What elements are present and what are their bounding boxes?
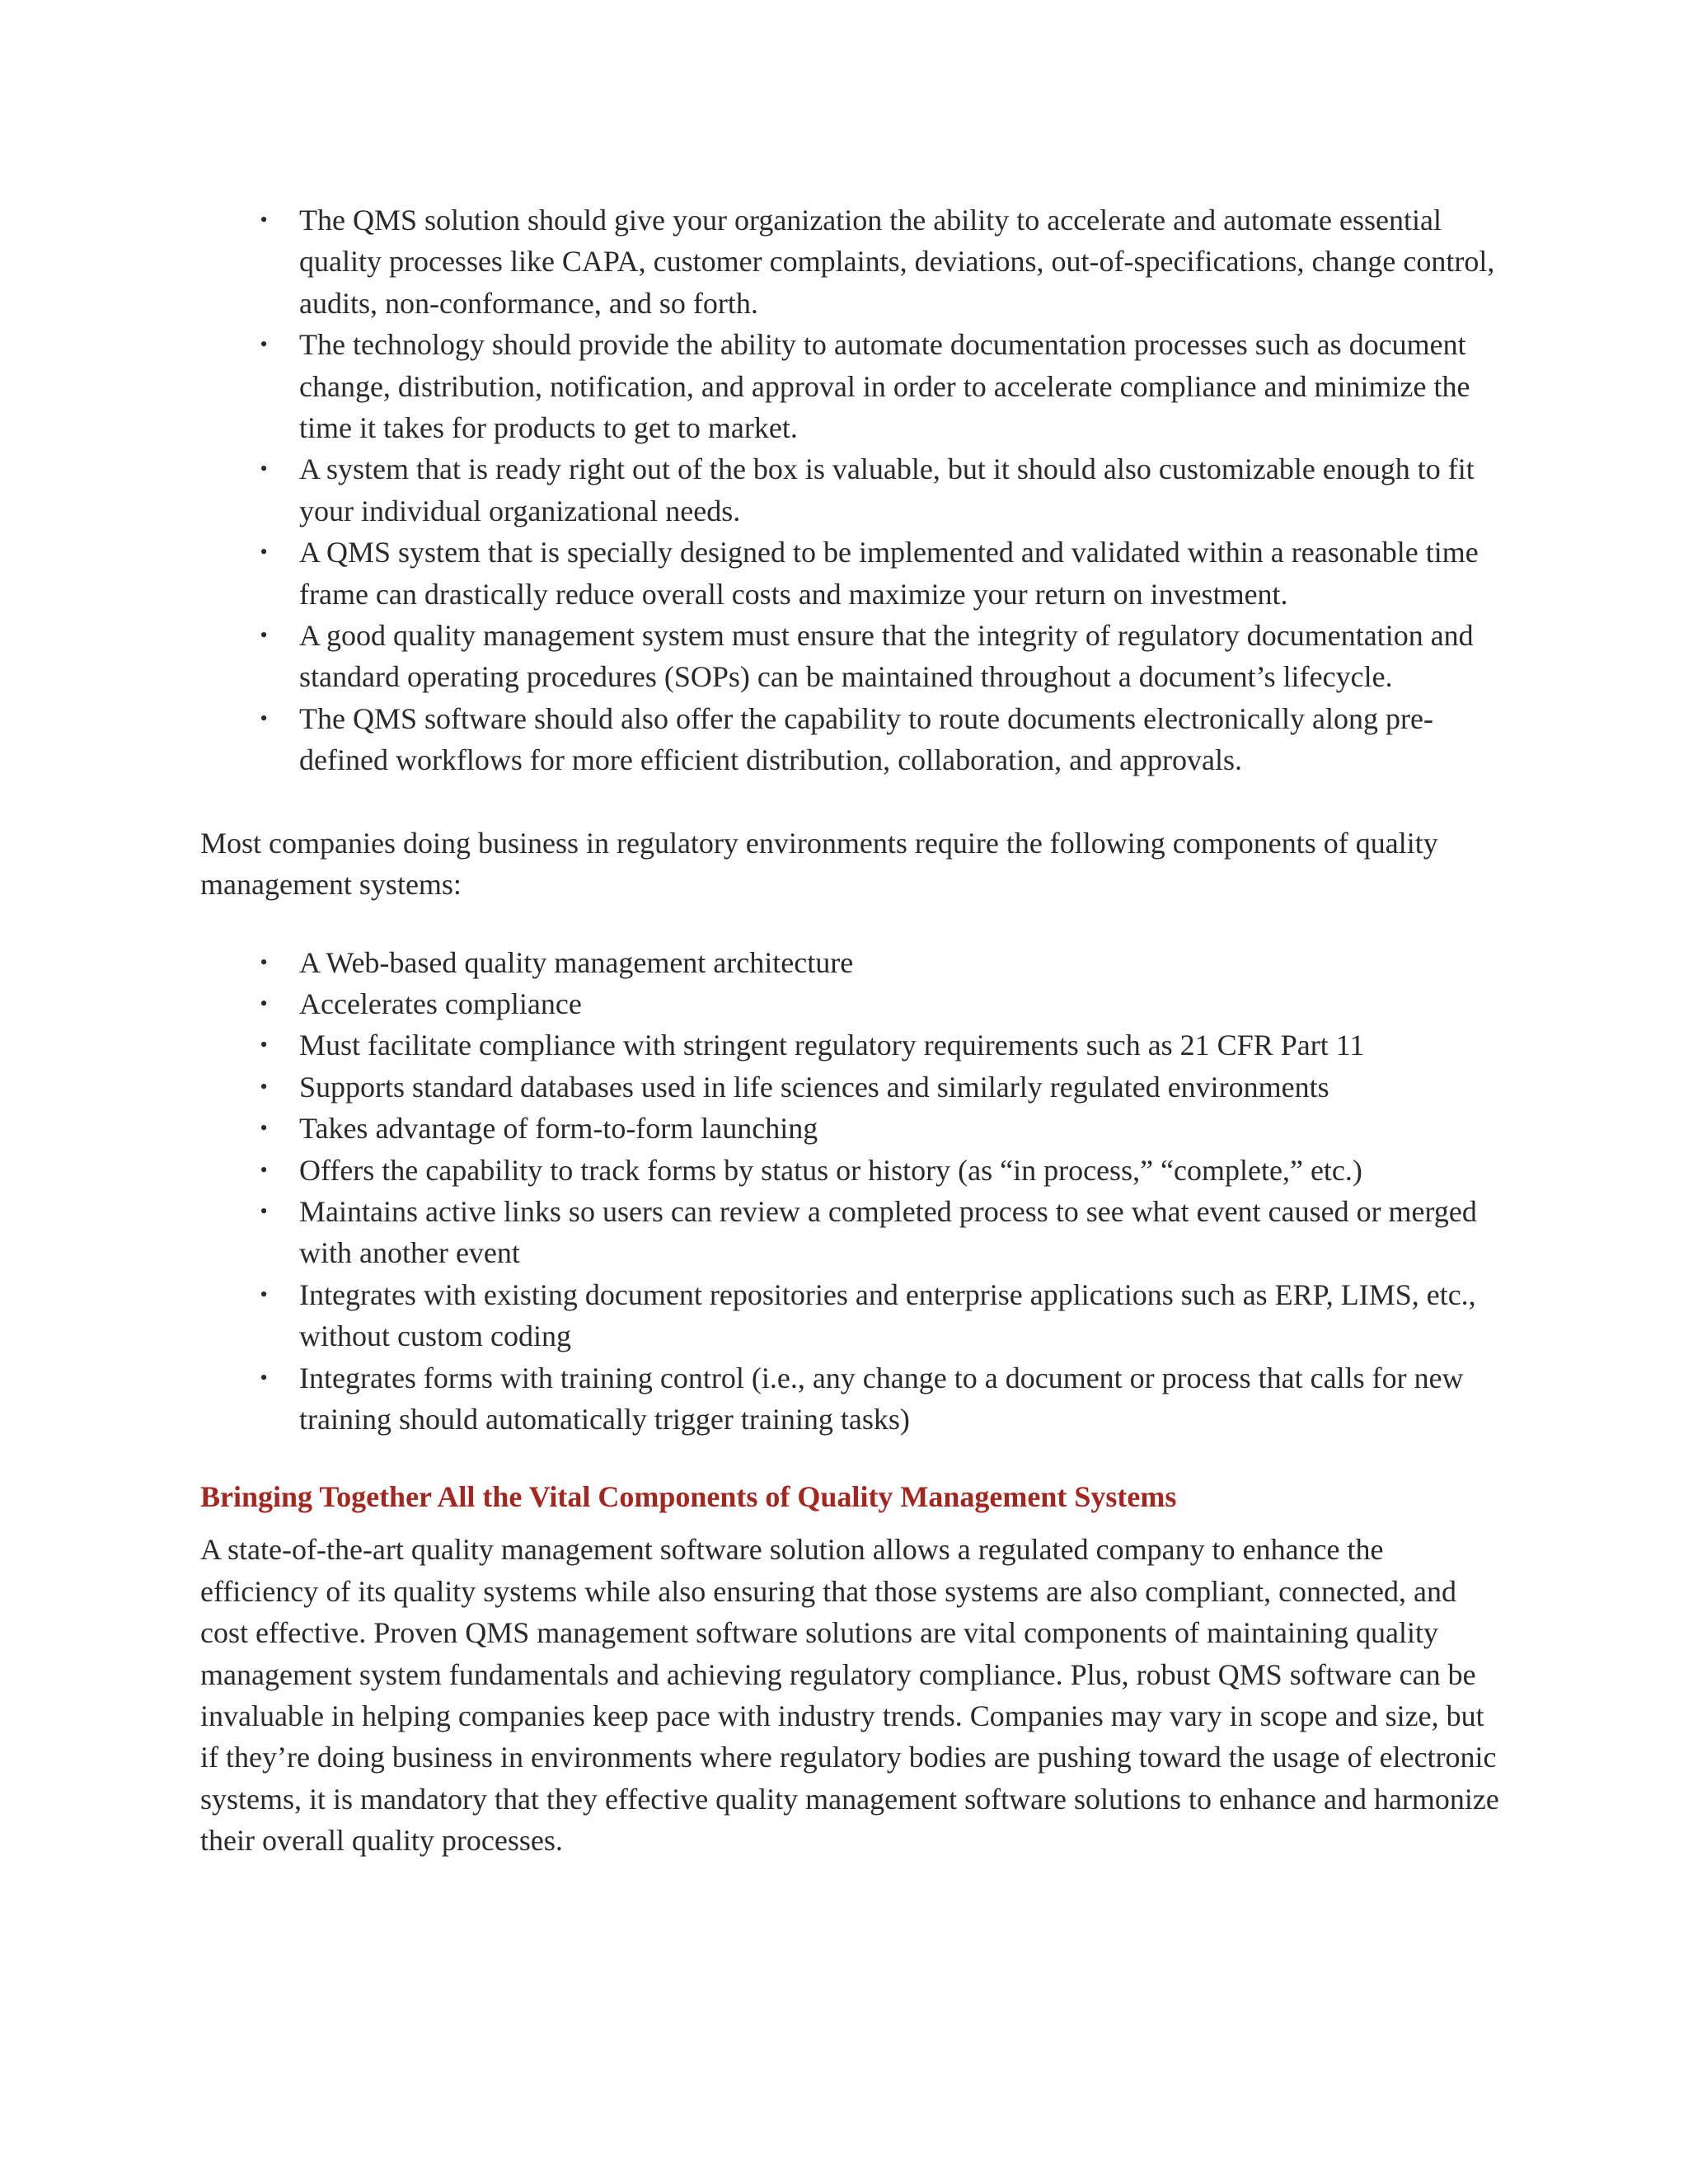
list-item-text: A Web-based quality management architecture — [299, 945, 854, 979]
list-item-text: Offers the capability to track forms by status or history (as “in process,” “complete,” etc.) — [299, 1153, 1362, 1187]
list-item — [200, 698, 1503, 781]
list-item — [200, 1357, 1503, 1441]
list-item — [200, 448, 1503, 532]
list-item — [200, 983, 1503, 1024]
list-item-text: Integrates with existing document repositories and enterprise applications such as ERP, LIMS, etc., without custom coding — [299, 1277, 1476, 1353]
bullet-icon: • — [260, 540, 268, 565]
section-heading: Bringing Together All the Vital Components of Quality Management Systems — [200, 1480, 1177, 1514]
bullet-icon: • — [260, 1033, 268, 1057]
bullet-icon: • — [260, 1282, 268, 1306]
list-item — [200, 1024, 1503, 1066]
bullet-icon: • — [260, 1116, 268, 1141]
bullet-icon: • — [260, 949, 268, 974]
closing-paragraph: A state-of-the-art quality management software solution allows a regulated company to enhance the efficiency of its quality systems while also ensuring that those systems are also compliant, connected, and cost effective. Proven QMS management software solutions are vital components of maintaining quality management system fundamentals and achieving regulatory compliance. Plus, robust QMS software can be invaluable in helping companies keep pace with industry trends. Companies may vary in scope and size, but if they’re doing business in environments where regulatory bodies are pushing toward the usage of electronic systems, it is mandatory that they effective quality management software solutions to enhance and harmonize their overall quality processes. — [200, 1533, 1499, 1858]
list-item-text: A good quality management system must ensure that the integrity of regulatory documentation and standard operating procedures (SOPs) can be maintained throughout a document’s lifecycle. — [299, 619, 1474, 694]
bullet-icon: • — [260, 457, 268, 481]
list-item-text: Maintains active links so users can review a completed process to see what event caused or merged with another event — [299, 1194, 1477, 1270]
list-item — [200, 1108, 1503, 1149]
bullet-icon: • — [260, 1365, 268, 1390]
list-item — [200, 1274, 1503, 1357]
bullet-icon: • — [260, 623, 268, 648]
list-item-text: Must facilitate compliance with stringent regulatory requirements such as 21 CFR Part 11 — [299, 1029, 1365, 1062]
bullet-icon: • — [260, 1157, 268, 1182]
list-item — [200, 199, 1503, 324]
bullet-icon: • — [260, 1198, 268, 1223]
list-item — [200, 615, 1503, 698]
list-item — [200, 1191, 1503, 1274]
list-item-text: Takes advantage of form-to-form launching — [299, 1112, 818, 1146]
list-item — [200, 324, 1503, 448]
bullet-icon: • — [260, 1074, 268, 1099]
list-item-text: Accelerates compliance — [299, 987, 582, 1020]
list-item-text: Supports standard databases used in life sciences and similarly regulated environments — [299, 1070, 1329, 1104]
list-item-text: A system that is ready right out of the box is valuable, but it should also customizable enough to fit your individual organizational needs. — [299, 452, 1475, 527]
list-item-text: The technology should provide the ability to automate documentation processes such as document change, distribution, notification, and approval in order to accelerate compliance and minimize the time it takes for products to get to market. — [299, 328, 1470, 445]
page-content — [200, 199, 1503, 1862]
qms-components-list — [200, 942, 1503, 1441]
list-item — [200, 532, 1503, 615]
qms-capabilities-list — [200, 199, 1503, 781]
list-item-text: A QMS system that is specially designed to be implemented and validated within a reasonable time frame can drastically reduce overall costs and maximize your return on investment. — [299, 536, 1479, 611]
list-item — [200, 1066, 1503, 1108]
bullet-icon: • — [260, 991, 268, 1015]
list-item — [200, 1150, 1503, 1191]
bullet-icon: • — [260, 705, 268, 730]
list-item — [200, 942, 1503, 983]
list-item-text: The QMS solution should give your organization the ability to accelerate and automate essential quality processes like CAPA, customer complaints, deviations, out-of-specifications, change control, audits, non-conformance, and so forth. — [299, 204, 1495, 320]
bullet-icon: • — [260, 208, 268, 232]
bullet-icon: • — [260, 332, 268, 357]
components-intro-paragraph: Most companies doing business in regulatory environments require the following components of quality management systems: — [200, 826, 1438, 902]
list-item-text: Integrates forms with training control (i.e., any change to a document or process that calls for new training should automatically trigger training tasks) — [299, 1361, 1464, 1436]
list-item-text: The QMS software should also offer the capability to route documents electronically along pre-defined workflows for more efficient distribution, collaboration, and approvals. — [299, 701, 1433, 777]
